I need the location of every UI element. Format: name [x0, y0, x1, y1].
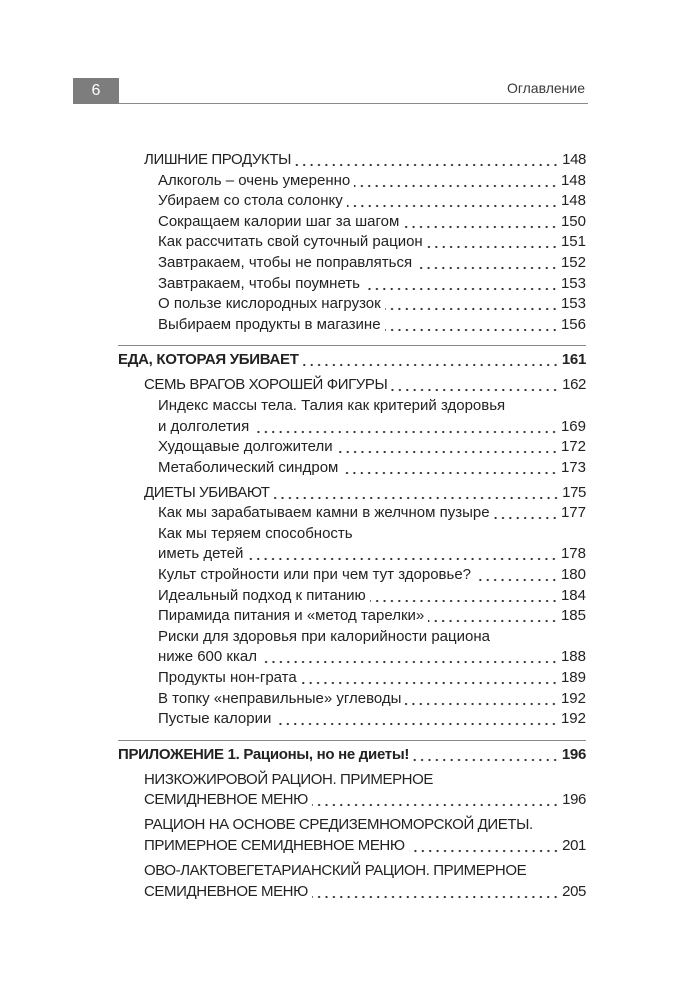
toc-item-row — [118, 524, 586, 545]
toc-item-row — [118, 315, 586, 336]
toc-page-number: 152 — [560, 253, 586, 271]
toc-item-title: О пользе кислородных нагрузок — [158, 295, 381, 313]
toc-item-title: Пирамида питания и «метод тарелки» — [158, 607, 425, 625]
toc-chapter-row — [118, 790, 586, 811]
dot-leader — [312, 790, 559, 811]
toc-item-title: Риски для здоровья при калорийности рациона — [158, 627, 490, 645]
toc-item-row — [118, 191, 586, 212]
dot-leader — [409, 836, 560, 857]
toc-page-number: 180 — [560, 566, 586, 584]
dot-leader — [354, 171, 558, 192]
toc-chapter-title: ЛИШНИЕ ПРОДУКТЫ — [144, 151, 291, 168]
toc-item-row — [118, 503, 586, 524]
toc-page-number: 162 — [562, 376, 586, 394]
dot-leader — [370, 586, 558, 607]
toc-item-row — [118, 544, 586, 565]
toc-chapter-row — [118, 770, 586, 791]
dot-leader — [364, 274, 558, 295]
toc-item-row — [118, 689, 586, 710]
toc-item-title: Культ стройности или при чем тут здоровье? — [158, 566, 472, 584]
dot-leader — [274, 483, 560, 504]
toc-page-number: 192 — [560, 710, 586, 728]
toc-item-row — [118, 417, 586, 438]
toc-item-title: Пустые калории — [158, 710, 272, 728]
toc-page-number: 196 — [561, 745, 586, 763]
toc-item-row — [118, 709, 586, 730]
header-rule — [119, 103, 588, 104]
toc-item-row — [118, 647, 586, 668]
toc-item-title: Идеальный подход к питанию — [158, 586, 366, 604]
table-of-contents — [118, 150, 586, 902]
toc-page-number: 173 — [560, 458, 586, 476]
dot-leader — [494, 503, 558, 524]
toc-item-row — [118, 232, 586, 253]
toc-page-number: 201 — [562, 836, 586, 854]
toc-page-number: 151 — [560, 233, 586, 251]
toc-item-title: В топку «неправильные» углеводы — [158, 689, 402, 707]
toc-chapter-row — [118, 836, 586, 857]
toc-item-row — [118, 171, 586, 192]
dot-leader — [428, 606, 558, 627]
toc-chapter-row — [118, 483, 586, 504]
toc-item-row — [118, 212, 586, 233]
toc-item-title: Сокращаем калории шаг за шагом — [158, 212, 400, 230]
toc-item-title: Убираем со стола солонку — [158, 192, 343, 210]
toc-item-row — [118, 627, 586, 648]
toc-item-row — [118, 565, 586, 586]
dot-leader — [416, 253, 558, 274]
toc-page-number: 153 — [560, 295, 586, 313]
toc-page-number: 178 — [560, 545, 586, 563]
toc-page-number: 189 — [560, 669, 586, 687]
toc-page-number: 188 — [560, 648, 586, 666]
toc-item-title: Завтракаем, чтобы не поправляться — [158, 253, 413, 271]
toc-chapter-title: СЕМИДНЕВНОЕ МЕНЮ — [144, 882, 308, 900]
toc-item-title: ниже 600 ккал — [158, 648, 257, 666]
toc-page-number: 169 — [560, 417, 586, 435]
dot-leader — [391, 375, 559, 396]
toc-item-title: Индекс массы тела. Талия как критерий здоровья — [158, 396, 506, 414]
toc-page-number: 185 — [560, 607, 586, 625]
toc-item-row — [118, 437, 586, 458]
toc-page-number: 156 — [560, 315, 586, 333]
dot-leader — [261, 647, 558, 668]
toc-chapter-row — [118, 150, 586, 171]
toc-item-row — [118, 606, 586, 627]
toc-page-number: 148 — [560, 192, 586, 210]
dot-leader — [413, 745, 559, 766]
toc-item-row — [118, 458, 586, 479]
toc-part-row — [118, 745, 586, 766]
toc-item-row — [118, 586, 586, 607]
dot-leader — [337, 437, 558, 458]
toc-page-number: 161 — [561, 351, 586, 369]
dot-leader — [303, 350, 559, 371]
dot-leader — [403, 212, 558, 233]
dot-leader — [405, 689, 558, 710]
toc-chapter-row — [118, 375, 586, 396]
toc-chapter-title: РАЦИОН НА ОСНОВЕ СРЕДИЗЕМНОМОРСКОЙ ДИЕТЫ. — [144, 816, 533, 834]
toc-chapter-title: СЕМЬ ВРАГОВ ХОРОШЕЙ ФИГУРЫ — [144, 376, 388, 394]
dot-leader — [342, 458, 558, 479]
toc-page-number: 196 — [562, 791, 586, 809]
toc-item-row — [118, 253, 586, 274]
toc-item-title: Завтракаем, чтобы поумнеть — [158, 274, 360, 292]
toc-chapter-title: СЕМИДНЕВНОЕ МЕНЮ — [144, 791, 308, 809]
toc-page-number: 148 — [562, 151, 586, 168]
toc-page-number: 153 — [560, 274, 586, 292]
dot-leader — [312, 882, 559, 903]
toc-item-title: Как рассчитать свой суточный рацион — [158, 233, 423, 251]
toc-item-title: Метаболический синдром — [158, 458, 339, 476]
toc-page-number: 172 — [560, 438, 586, 456]
toc-item-title: Худощавые долгожители — [158, 438, 333, 456]
toc-chapter-title: ОВО-ЛАКТОВЕГЕТАРИАНСКИЙ РАЦИОН. ПРИМЕРНОЕ — [144, 861, 527, 879]
dot-leader — [427, 232, 558, 253]
toc-chapter-row — [118, 815, 586, 836]
toc-item-row — [118, 274, 586, 295]
running-title: Оглавление — [506, 80, 585, 96]
toc-item-title: Как мы теряем способность — [158, 524, 353, 542]
toc-chapter-row — [118, 861, 586, 882]
toc-page-number: 148 — [560, 171, 586, 189]
dot-leader — [385, 294, 558, 315]
toc-item-title: иметь детей — [158, 545, 244, 563]
toc-part-row — [118, 350, 586, 371]
toc-chapter-title: ДИЕТЫ УБИВАЮТ — [144, 483, 270, 501]
toc-part-title: ЕДА, КОТОРАЯ УБИВАЕТ — [118, 351, 299, 369]
dot-leader — [475, 565, 558, 586]
toc-item-title: Алкоголь – очень умеренно — [158, 171, 351, 189]
toc-chapter-title: НИЗКОЖИРОВОЙ РАЦИОН. ПРИМЕРНОЕ — [144, 770, 433, 788]
toc-item-row — [118, 668, 586, 689]
toc-item-title: Продукты нон-грата — [158, 669, 297, 687]
toc-page-number: 150 — [560, 212, 586, 230]
dot-leader — [347, 191, 558, 212]
dot-leader — [295, 150, 559, 171]
toc-page-number: 192 — [560, 689, 586, 707]
toc-chapter-title: ПРИМЕРНОЕ СЕМИДНЕВНОЕ МЕНЮ — [144, 836, 405, 854]
dot-leader — [301, 668, 558, 689]
dot-leader — [275, 709, 558, 730]
toc-page-number: 175 — [562, 483, 586, 501]
toc-page-number: 184 — [560, 586, 586, 604]
dot-leader — [253, 417, 558, 438]
toc-item-row — [118, 396, 586, 417]
page-number: 6 — [91, 82, 101, 99]
toc-item-title: Как мы зарабатываем камни в желчном пузыре — [158, 504, 490, 522]
dot-leader — [385, 315, 558, 336]
toc-part — [118, 345, 586, 729]
toc-page-number: 205 — [562, 882, 586, 900]
dot-leader — [247, 544, 558, 565]
toc-chapter-row — [118, 882, 586, 903]
toc-item-title: и долголетия — [158, 417, 250, 435]
toc-item-title: Выбираем продукты в магазине — [158, 315, 381, 333]
toc-part-title: ПРИЛОЖЕНИЕ 1. Рационы, но не диеты! — [118, 745, 410, 763]
page-number-box — [73, 78, 119, 104]
toc-item-row — [118, 294, 586, 315]
toc-part — [118, 740, 586, 902]
toc-page-number: 177 — [560, 504, 586, 522]
